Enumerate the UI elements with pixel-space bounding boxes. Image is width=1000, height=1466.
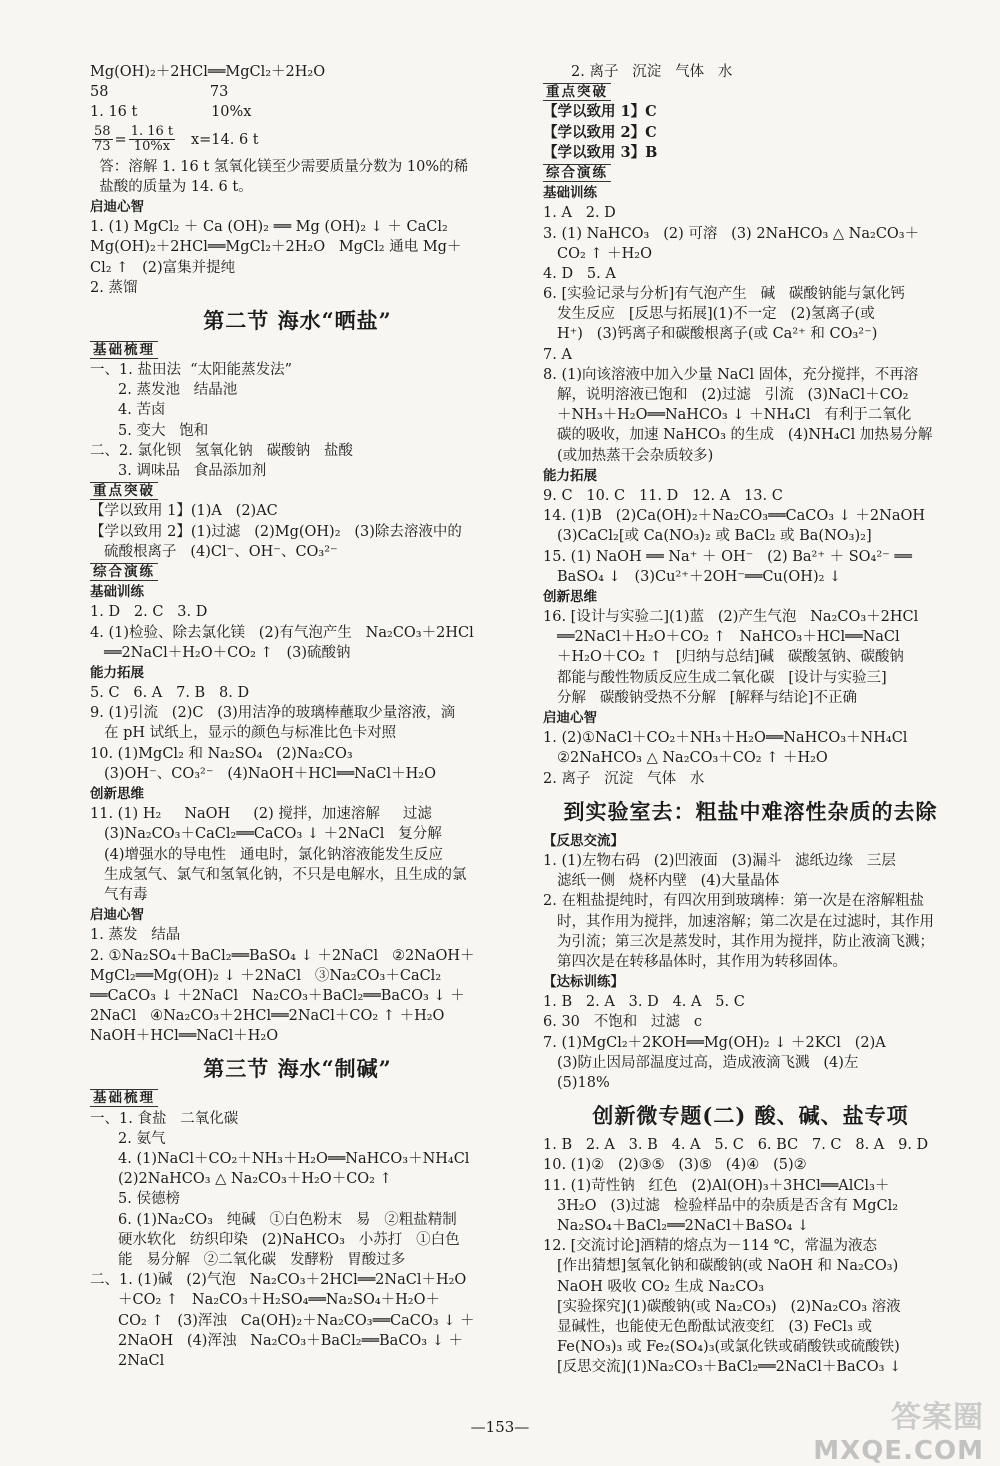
section-label bbox=[543, 183, 958, 203]
left-column bbox=[90, 62, 505, 1371]
answer-line: ＋CO₂ ↑ Na₂CO₃＋H₂SO₄══Na₂SO₄＋H₂O＋ bbox=[118, 1292, 440, 1309]
answer-line: ══2NaCl＋H₂O＋CO₂ ↑ NaHCO₃＋HCl══NaCl bbox=[557, 629, 900, 646]
answer-line: CO₂ ↑ ＋H₂O bbox=[557, 245, 653, 262]
answer-line: 5. 侯德榜 bbox=[118, 1191, 180, 1208]
answer-line: MgCl₂══Mg(OH)₂ ↓ ＋2NaCl ③Na₂CO₃＋CaCl₂ bbox=[90, 967, 442, 984]
section-label bbox=[90, 481, 505, 501]
answer-line: 解，说明溶液已饱和 (2)过滤 引流 (3)NaCl＋CO₂ bbox=[557, 387, 909, 403]
section-label-text: 启迪心智 bbox=[90, 198, 144, 215]
equation-result: x=14. 6 t bbox=[177, 131, 259, 148]
section-label bbox=[543, 466, 958, 486]
section-label bbox=[90, 1088, 505, 1108]
section-label-text: 能力拓展 bbox=[543, 467, 597, 484]
answer-line: 1. (1)左物右码 (2)凹液面 (3)漏斗 滤纸边缘 三层 bbox=[543, 852, 896, 869]
answer-line: 4. D 5. A bbox=[543, 265, 616, 282]
answer-line: 9. C 10. C 11. D 12. A 13. C bbox=[543, 487, 783, 504]
answer-line: 答：溶解 1. 16 t 氢氧化镁至少需要质量分数为 10%的稀 bbox=[90, 158, 469, 175]
section-label bbox=[90, 905, 505, 925]
answer-line: 为引流；第三次是蒸发时，其作用为搅拌，防止液滴飞溅； bbox=[557, 933, 934, 950]
right-column bbox=[543, 62, 958, 1377]
answer-line: NaOH 吸收 CO₂ 生成 Na₂CO₃ bbox=[557, 1278, 765, 1295]
section-label-text: 能力拓展 bbox=[90, 664, 144, 681]
answer-line: 1. A 2. D bbox=[543, 205, 616, 222]
section-label-text: 基础梳理 bbox=[90, 341, 158, 359]
section-label bbox=[90, 197, 505, 217]
answer-line: (5)18% bbox=[557, 1075, 610, 1091]
answer-line: 5. 变大 饱和 bbox=[118, 422, 209, 439]
section-label-text: 启迪心智 bbox=[543, 710, 597, 726]
answer-line: 1. B 2. A 3. D 4. A 5. C bbox=[543, 994, 745, 1011]
page-number: —153— bbox=[470, 1418, 530, 1436]
fraction-numerator: 1. 16 t bbox=[130, 124, 174, 140]
answer-line: 7. (1)MgCl₂＋2KOH══Mg(OH)₂ ↓ ＋2KCl (2)A bbox=[543, 1034, 886, 1051]
answer-line: (3)Na₂CO₃＋CaCl₂══CaCO₃ ↓ ＋2NaCl 复分解 bbox=[104, 826, 442, 843]
equals-sign: = bbox=[114, 131, 127, 148]
section-label-text: 创新思维 bbox=[90, 786, 144, 802]
answer-line: 6. (1)Na₂CO₃ 纯碱 ①白色粉末 易 ②粗盐精制 bbox=[118, 1211, 457, 1228]
answer-line: 16. [设计与实验二](1)蓝 (2)产生气泡 Na₂CO₃＋2HCl bbox=[543, 609, 919, 626]
answer-line: 11. (1) H₂ NaOH (2) 搅拌，加速溶解 过滤 bbox=[90, 806, 432, 823]
section-label bbox=[543, 82, 958, 102]
watermark-logo bbox=[813, 1392, 984, 1466]
answer-line: 7. A bbox=[543, 346, 572, 363]
section-label-text: 基础梳理 bbox=[90, 1089, 158, 1107]
answer-line: 5. C 6. A 7. B 8. D bbox=[90, 685, 250, 702]
answer-line: 盐酸的质量为 14. 6 t。 bbox=[90, 178, 253, 195]
answer-line: 在 pH 试纸上，显示的颜色与标准比色卡对照 bbox=[104, 725, 397, 742]
answer-line: Na₂SO₄＋BaCl₂══2NaCl＋BaSO₄ ↓ bbox=[557, 1217, 810, 1234]
section-title: 第三节 海水“制碱” bbox=[203, 1056, 392, 1082]
answer-line: (3)OH⁻、CO₃²⁻ (4)NaOH＋HCl══NaCl＋H₂O bbox=[104, 765, 436, 782]
answer-line: 3. 调味品 食品添加剂 bbox=[118, 463, 267, 479]
answer-line: (2)2NaHCO₃ △ Na₂CO₃＋H₂O＋CO₂ ↑ bbox=[118, 1171, 392, 1188]
fraction bbox=[92, 125, 113, 154]
section-label bbox=[543, 587, 958, 607]
answer-line: 2. ①Na₂SO₄＋BaCl₂══BaSO₄ ↓ ＋2NaCl ②2NaOH＋ bbox=[90, 947, 475, 964]
answer-line: BaSO₄ ↓ (3)Cu²⁺＋2OH⁻══Cu(OH)₂ ↓ bbox=[557, 568, 842, 585]
answer-line: 3H₂O (3)过滤 检验样品中的杂质是否含有 MgCl₂ bbox=[557, 1197, 899, 1214]
answer-line: 15. (1) NaOH ══ Na⁺ ＋ OH⁻ (2) Ba²⁺ ＋ SO₄²⁻ ══ bbox=[543, 548, 912, 565]
answer-line: 10. (1)MgCl₂ 和 Na₂SO₄ (2)Na₂CO₃ bbox=[90, 745, 353, 762]
answer-line: 14. (1)B (2)Ca(OH)₂＋Na₂CO₃══CaCO₃ ↓ ＋2NaOH bbox=[543, 508, 926, 525]
section-title: 到实验室去：粗盐中难溶性杂质的去除 bbox=[563, 798, 938, 824]
section-label bbox=[90, 340, 505, 360]
answer-line: 9. (1)引流 (2)C (3)用洁净的玻璃棒蘸取少量溶液，滴 bbox=[90, 705, 456, 722]
answer-line: 显碱性，也能使无色酚酞试液变红 (3) FeCl₃ 或 bbox=[557, 1318, 872, 1335]
answer-line: [实验探究](1)碳酸钠(或 Na₂CO₃) (2)Na₂CO₃ 溶液 bbox=[557, 1298, 901, 1315]
answer-line: 二、1. (1)碱 (2)气泡 Na₂CO₃＋2HCl══2NaCl＋H₂O bbox=[90, 1272, 467, 1289]
section-label-text: 启迪心智 bbox=[90, 907, 144, 924]
answer-line: 一、1. 盐田法 “太阳能蒸发法” bbox=[90, 362, 292, 379]
watermark-line1: 答案圈 bbox=[891, 1400, 984, 1435]
answer-line: (3)防止因局部温度过高，造成液滴飞溅 (4)左 bbox=[557, 1054, 859, 1071]
answer-line: 8. (1)向该溶液中加入少量 NaCl 固体，充分搅拌，不再溶 bbox=[543, 366, 919, 383]
section-label-text: 重点突破 bbox=[543, 83, 611, 101]
answer-line: (4)增强水的导电性 通电时，氯化钠溶液能发生反应 bbox=[104, 846, 443, 863]
answer-line: 气有毒 bbox=[104, 886, 148, 903]
answer-line: 【学以致用 1】(1)A (2)AC bbox=[90, 503, 278, 520]
answer-line: 生成氢气、氯气和氢氧化钠，不只是电解水，且生成的氯 bbox=[104, 866, 467, 883]
answer-line: 碳的吸收，加速 NaHCO₃ 的生成 (4)NH₄Cl 加热易分解 bbox=[557, 427, 933, 444]
section-label-text: 基础训练 bbox=[543, 185, 597, 202]
answer-line: 【学以致用 2】C bbox=[543, 123, 657, 141]
answer-line: 【学以致用 3】B bbox=[543, 143, 658, 161]
answer-line: 2. 蒸馏 bbox=[90, 279, 138, 296]
fraction bbox=[129, 125, 175, 154]
fraction-numerator: 58 bbox=[94, 124, 111, 140]
answer-line: ══CaCO₃ ↓ ＋2NaCl Na₂CO₃＋BaCl₂══BaCO₃ ↓ ＋ bbox=[90, 987, 465, 1004]
answer-line: 4. (1)检验、除去氯化镁 (2)有气泡产生 Na₂CO₃＋2HCl bbox=[90, 624, 474, 641]
section-label-text: 【反思交流】 bbox=[543, 832, 624, 849]
section-label-text: 重点突破 bbox=[90, 482, 158, 500]
answer-line: 6. [实验记录与分析]有气泡产生 碱 碳酸钠能与氯化钙 bbox=[543, 286, 905, 303]
answer-line: Cl₂ ↑ (2)富集并提纯 bbox=[90, 259, 236, 276]
section-label bbox=[543, 163, 958, 183]
section-label bbox=[543, 708, 958, 728]
answer-line: 2. 氨气 bbox=[118, 1130, 166, 1147]
section-label bbox=[90, 562, 505, 582]
answer-line: 10. (1)② (2)③⑤ (3)⑤ (4)④ (5)② bbox=[543, 1157, 807, 1174]
answer-line: 2NaCl bbox=[118, 1352, 165, 1369]
section-label-text: 综合演练 bbox=[543, 164, 611, 182]
answer-line: NaOH＋HCl══NaCl＋H₂O bbox=[90, 1028, 279, 1045]
answer-line: 时，其作用为搅拌，加速溶解；第二次是在过滤时，其作用 bbox=[557, 913, 934, 930]
section-label bbox=[543, 831, 958, 851]
answer-line: 2. 离子 沉淀 气体 水 bbox=[543, 770, 705, 787]
answer-line: 硬水软化 纺织印染 (2)NaHCO₃ 小苏打 ①白色 bbox=[118, 1231, 460, 1248]
fraction-denominator: 73 bbox=[94, 139, 111, 155]
answer-line: 发生反应 [反思与拓展](1)不一定 (2)氢离子(或 bbox=[557, 306, 875, 323]
section-label-text: 综合演练 bbox=[90, 563, 158, 581]
answer-line: 12. [交流讨论]酒精的熔点为－114 ℃，常温为液态 bbox=[543, 1238, 877, 1255]
answer-line: Fe(NO₃)₃ 或 Fe₂(SO₄)₃(或氯化铁或硝酸铁或硫酸铁) bbox=[557, 1339, 900, 1356]
answer-line: 滤纸一侧 烧杯内壁 (4)大量晶体 bbox=[557, 873, 780, 890]
answer-line: 1. D 2. C 3. D bbox=[90, 604, 208, 621]
answer-line: 【学以致用 2】(1)过滤 (2)Mg(OH)₂ (3)除去溶液中的 bbox=[90, 523, 462, 540]
answer-line: 硫酸根离子 (4)Cl⁻、OH⁻、CO₃²⁻ bbox=[104, 543, 338, 560]
section-label-text: 【达标训练】 bbox=[543, 974, 624, 991]
answer-line: ＋H₂O＋CO₂ ↑ [归纳与总结]碱 碳酸氢钠、碳酸钠 bbox=[557, 649, 904, 666]
answer-line: ══2NaCl＋H₂O＋CO₂ ↑ (3)硫酸钠 bbox=[104, 644, 351, 661]
answer-line: [反思交流](1)Na₂CO₃＋BaCl₂══2NaCl＋BaCO₃ ↓ bbox=[557, 1359, 902, 1376]
answer-line: 分解 碳酸钠受热不分解 [解释与结论]不正确 bbox=[557, 689, 857, 706]
answer-line: ＋NH₃＋H₂O══NaHCO₃ ↓ ＋NH₄Cl 有利于二氧化 bbox=[557, 407, 912, 424]
answer-line: 2NaOH (4)浑浊 Na₂CO₃＋BaCl₂══BaCO₃ ↓ ＋ bbox=[118, 1332, 463, 1349]
answer-line: Mg(OH)₂＋2HCl══MgCl₂＋2H₂O bbox=[90, 64, 326, 80]
section-label bbox=[543, 972, 958, 992]
section-label bbox=[90, 582, 505, 602]
answer-line: 都能与酸性物质反应生成二氧化碳 [设计与实验三] bbox=[557, 669, 887, 686]
answer-line: 2NaCl ④Na₂CO₃＋2HCl══2NaCl＋CO₂ ↑ ＋H₂O bbox=[90, 1008, 445, 1025]
watermark-line2: MXQE.COM bbox=[813, 1436, 984, 1466]
answer-line: 二、2. 氯化钡 氢氧化钠 碳酸钠 盐酸 bbox=[90, 442, 353, 459]
section-label bbox=[90, 784, 505, 804]
answer-line: 2. 离子 沉淀 气体 水 bbox=[571, 64, 733, 80]
fraction-equation bbox=[90, 123, 505, 157]
answer-line: 2. 在粗盐提纯时，有四次用到玻璃棒：第一次是在溶解粗盐 bbox=[543, 893, 924, 910]
answer-line: 4. (1)NaCl＋CO₂＋NH₃＋H₂O══NaHCO₃＋NH₄Cl bbox=[118, 1151, 470, 1167]
answer-line: 1. 16 t 10%x bbox=[90, 104, 252, 121]
answer-line: (3)CaCl₂[或 Ca(NO₃)₂ 或 BaCl₂ 或 Ba(NO₃)₂] bbox=[557, 528, 872, 545]
section-label bbox=[90, 663, 505, 683]
answer-line: 第四次是在转移晶体时，其作用为转移固体。 bbox=[557, 953, 847, 970]
section-title: 创新微专题(二) 酸、碱、盐专项 bbox=[592, 1103, 909, 1129]
answer-line: [作出猜想]氢氧化钠和碳酸钠(或 NaOH 和 Na₂CO₃) bbox=[557, 1258, 899, 1275]
answer-line: 1. (2)①NaCl＋CO₂＋NH₃＋H₂O══NaHCO₃＋NH₄Cl bbox=[543, 730, 908, 747]
fraction-denominator: 10%x bbox=[133, 139, 171, 155]
answer-line: 【学以致用 1】C bbox=[543, 103, 657, 121]
answer-line: ②2NaHCO₃ △ Na₂CO₃＋CO₂ ↑ ＋H₂O bbox=[557, 750, 828, 767]
answer-line: (或加热蒸干会杂质较多) bbox=[557, 447, 714, 464]
answer-line: 1. B 2. A 3. B 4. A 5. C 6. BC 7. C 8. A 9. D bbox=[543, 1137, 929, 1154]
answer-line: Mg(OH)₂＋2HCl══MgCl₂＋2H₂O MgCl₂ 通电 Mg＋ bbox=[90, 239, 462, 256]
section-label-text: 创新思维 bbox=[543, 588, 597, 605]
section-title: 第二节 海水“晒盐” bbox=[203, 307, 392, 333]
answer-line: H⁺) (3)钙离子和碳酸根离子(或 Ca²⁺ 和 CO₃²⁻) bbox=[557, 326, 878, 343]
section-label-text: 基础训练 bbox=[90, 584, 144, 601]
answer-line: 4. 苦卤 bbox=[118, 402, 166, 419]
answer-line: 2. 蒸发池 结晶池 bbox=[118, 382, 238, 399]
answer-line: 11. (1)苛性钠 红色 (2)Al(OH)₃＋3HCl══AlCl₃＋ bbox=[543, 1177, 890, 1194]
answer-line: 能 易分解 ②二氧化碳 发酵粉 胃酸过多 bbox=[118, 1251, 406, 1268]
answer-line: 3. (1) NaHCO₃ (2) 可溶 (3) 2NaHCO₃ △ Na₂CO₃＋ bbox=[543, 225, 920, 242]
answer-line: CO₂ ↑ (3)浑浊 Ca(OH)₂＋Na₂CO₃══CaCO₃ ↓ ＋ bbox=[118, 1312, 475, 1329]
answer-line: 1. 蒸发 结晶 bbox=[90, 927, 181, 944]
answer-line: 1. (1) MgCl₂ ＋ Ca (OH)₂ ══ Mg (OH)₂ ↓ ＋ CaCl₂ bbox=[90, 219, 448, 236]
answer-line: 58 73 bbox=[90, 84, 229, 101]
answer-line: 6. 30 不饱和 过滤 c bbox=[543, 1014, 702, 1031]
answer-line: 一、1. 食盐 二氧化碳 bbox=[90, 1110, 239, 1127]
